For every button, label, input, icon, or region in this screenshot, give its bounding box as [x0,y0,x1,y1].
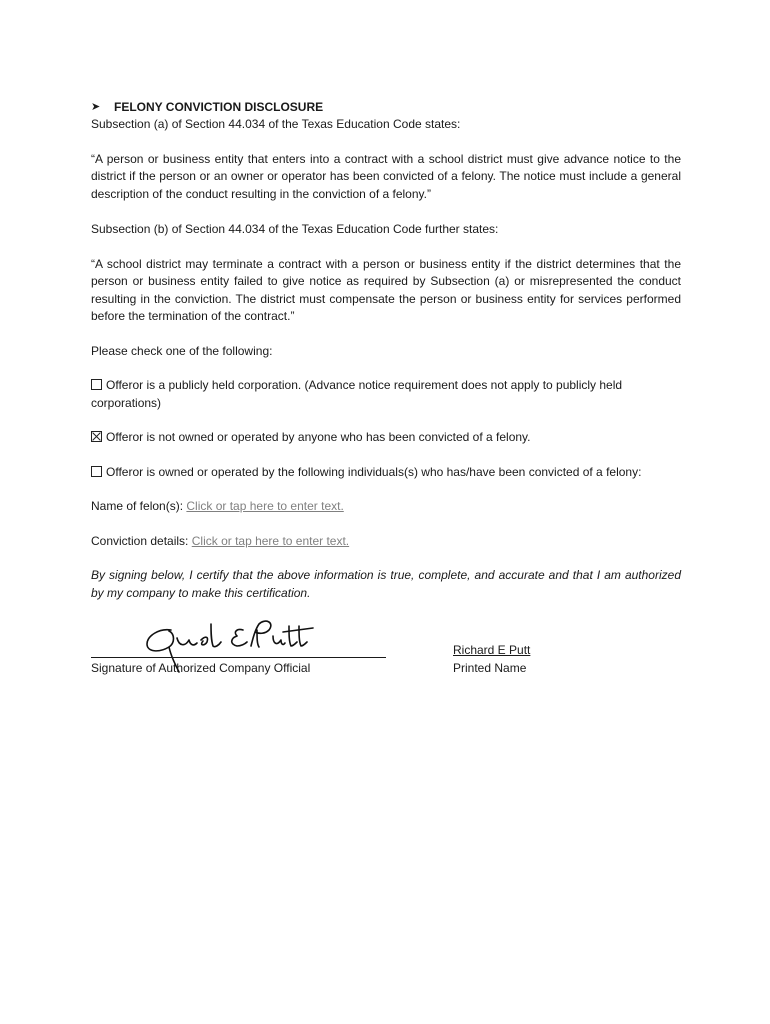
option-publicly-held [91,377,681,412]
option-label: Offeror is not owned or operated by anyone who has been convicted of a felony. [106,430,531,444]
conviction-details-row [91,533,681,551]
printed-name-value: Richard E Putt [453,643,531,657]
section-heading [91,99,681,116]
disclosure-form [91,99,681,602]
conviction-details-label: Conviction details: [91,533,189,548]
checkbox-publicly-held[interactable] [91,379,102,390]
option-not-convicted [91,429,681,447]
conviction-details-field[interactable]: Click or tap here to enter text. [191,533,350,548]
intro-subsection-b: Subsection (b) of Section 44.034 of the Texas Education Code further states: [91,222,499,236]
signature-line [91,657,386,658]
signature-block [91,616,691,686]
felon-name-field[interactable]: Click or tap here to enter text. [186,499,344,513]
printed-name-label: Printed Name [453,661,527,675]
quote-subsection-b: “A school district may terminate a contract with a person or business entity if the district determines that the person or business entity failed to give notice as required by Subsection (a) or misrepresented the conduct resulting in the conviction. The district must compensate the person or business entity for services performed before the termination of the contract.” [91,256,681,323]
felon-name-row [91,498,681,516]
check-instruction: Please check one of the following: [91,343,273,358]
checkbox-not-convicted[interactable] [91,431,102,442]
signature-label: Signature of Authorized Company Official [91,661,311,675]
quote-subsection-a: “A person or business entity that enters into a contract with a school district must give advance notice to the district if the person or an owner or operator has been convicted of a felony. The notice must include a general description of the conduct resulting in the conviction of a felony.” [91,151,681,201]
felon-name-label: Name of felon(s): [91,499,184,513]
intro-subsection-a: Subsection (a) of Section 44.034 of the Texas Education Code states: [91,117,461,131]
certification-statement: By signing below, I certify that the above information is true, complete, and accurate and that I am authorized by my company to make this certification. [91,568,681,600]
option-label: Offeror is a publicly held corporation. (Advance notice requirement does not apply to publicly held corporations) [91,378,623,410]
option-label: Offeror is owned or operated by the following individuals(s) who has/have been convicted of a felony: [106,464,642,479]
checkbox-convicted-individuals[interactable] [91,466,102,477]
option-convicted-individuals [91,464,681,482]
arrow-bullet-icon: ➤ [91,101,101,113]
heading-title: FELONY CONVICTION DISCLOSURE [114,100,324,114]
